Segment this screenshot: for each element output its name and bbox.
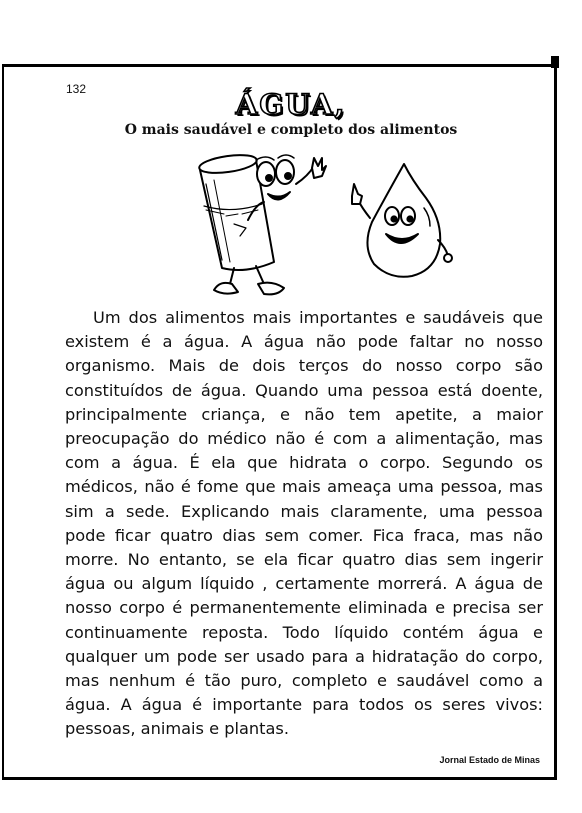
page-title: ÁGUA, xyxy=(235,88,347,121)
page-number: 132 xyxy=(66,82,87,96)
water-drop-character-icon xyxy=(352,164,452,277)
cartoon-illustration xyxy=(186,144,456,300)
corner-mark xyxy=(551,56,559,68)
page-subtitle: O mais saudável e completo dos alimentos xyxy=(124,122,458,138)
article-body: Um dos alimentos mais importantes e saudáveis que existem é a água. A água não pode faltar no nosso organismo. Mais de dois terços do nosso corpo são constituídos de água. Quando uma pessoa está doente, principalmente criança, e não tem apetite, a maior preocupação do médico não é com a alimentação, mas com a água. É ela que hidrata o corpo. Segundo os médicos, não é fome que mais ameaça uma pessoa, mas sim a sede. Explicando mais claramente, uma pessoa pode ficar quatro dias sem comer. Fica fraca, mas não morre. No entanto, se ela ficar quatro dias sem ingerir água ou algum líquido , certamente morrerá. A água de nosso corpo é permanentemente eliminada e precisa ser continuamente reposta. Todo líquido contém água e qualquer um pode ser usado para a hidratação do corpo, mas nenhum é tão puro, completo e saudável como a água. A água é importante para todos os seres vivos: pessoas, animais e plantas. xyxy=(65,308,543,739)
source-credit: Jornal Estado de Minas xyxy=(439,755,540,765)
water-glass-character-icon xyxy=(198,152,326,294)
